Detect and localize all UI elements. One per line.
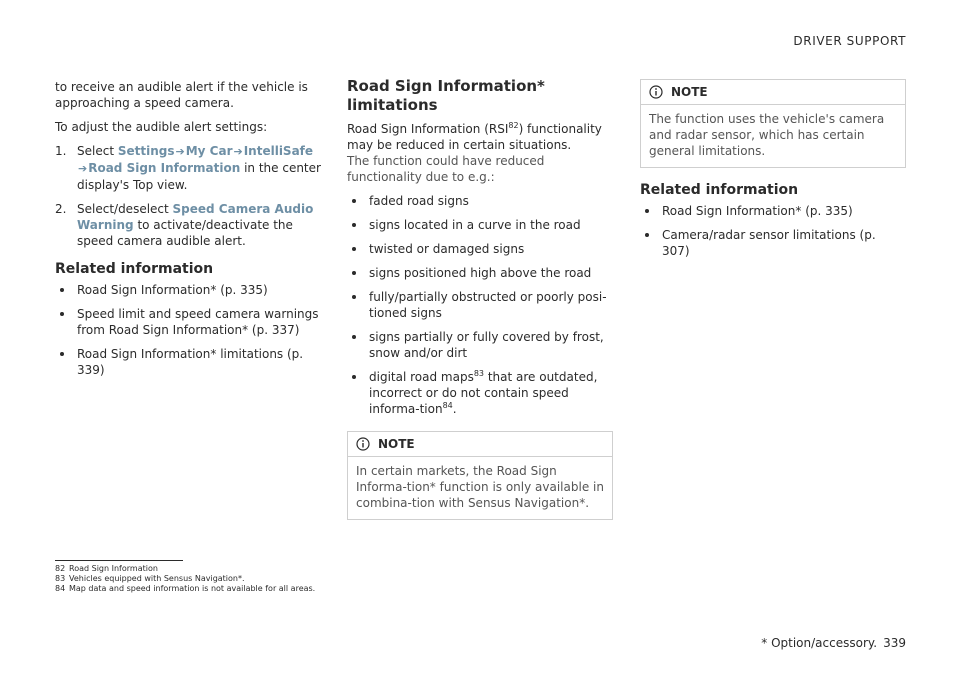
- step-prefix: Select: [77, 144, 118, 158]
- intro-text: The function could have reduced functionality due to e.g.:: [347, 154, 545, 184]
- step-prefix: Select/deselect: [77, 202, 173, 216]
- list-item: [347, 289, 613, 321]
- list-item: [347, 265, 613, 281]
- note-label: NOTE: [378, 437, 415, 451]
- related-link[interactable]: Camera/radar sensor limitations (p. 307): [662, 228, 876, 258]
- related-list: [640, 203, 906, 259]
- list-item-text: signs located in a curve in the road: [369, 218, 581, 232]
- running-header: DRIVER SUPPORT: [793, 34, 906, 48]
- list-item: [347, 217, 613, 233]
- limitations-list: [347, 193, 613, 417]
- subhead-text: Road Sign Information (RSI: [347, 122, 509, 136]
- footnote-text: Map data and speed information is not available for all areas.: [69, 584, 316, 593]
- related-link[interactable]: Road Sign Information* limitations (p. 339): [77, 347, 304, 377]
- menu-intellisafe: IntelliSafe: [243, 144, 314, 158]
- instruction-text: To adjust the audible alert settings:: [55, 120, 268, 134]
- bullet-icon: [640, 227, 662, 259]
- note-box: [347, 431, 613, 520]
- bullet-icon: [640, 203, 662, 219]
- related-link[interactable]: Speed limit and speed camera warnings from Road Sign Information* (p. 337): [77, 307, 319, 337]
- item-text: that are outdated, incorrect or do not contain speed informa-tion: [369, 370, 598, 416]
- section-subheading: [347, 121, 613, 153]
- related-item[interactable]: [55, 346, 323, 378]
- footnote: [55, 574, 315, 584]
- bullet-icon: [347, 241, 369, 257]
- footnotes: [55, 564, 315, 594]
- menu-road-sign-information: Road Sign Information: [88, 161, 241, 175]
- note-header: [641, 80, 905, 105]
- footnote-number: 83: [55, 574, 66, 583]
- bullet-icon: [347, 193, 369, 209]
- list-item: [347, 329, 613, 361]
- note-text: The function uses the vehicle's camera and radar sensor, which has certain general limitations.: [649, 112, 885, 158]
- bullet-icon: [347, 329, 369, 361]
- related-item[interactable]: [640, 227, 906, 259]
- list-item-text: twisted or damaged signs: [369, 242, 525, 256]
- footnote-text: Vehicles equipped with Sensus Navigation*.: [69, 574, 245, 583]
- footnote: [55, 584, 315, 594]
- item-text: .: [452, 402, 457, 416]
- menu-speed-camera-audio-warning: Speed Camera Audio Warning: [77, 202, 314, 232]
- page-number: 339: [883, 636, 906, 650]
- step-2: [55, 201, 323, 249]
- footnote-ref[interactable]: 84: [442, 401, 453, 410]
- list-item-text: fully/partially obstructed or poorly posi-tioned signs: [369, 290, 607, 320]
- bullet-icon: [347, 217, 369, 233]
- list-item: [347, 241, 613, 257]
- bullet-icon: [347, 265, 369, 281]
- info-icon: [649, 85, 663, 99]
- column-left: [55, 79, 323, 386]
- related-list: [55, 282, 323, 378]
- related-link[interactable]: Road Sign Information* (p. 335): [662, 204, 853, 218]
- bullet-icon: [55, 306, 77, 338]
- step-number: 2.: [55, 202, 67, 216]
- footnote-ref[interactable]: 82: [508, 121, 519, 130]
- list-item: [347, 193, 613, 209]
- list-item-text: signs partially or fully covered by frost, snow and/or dirt: [369, 330, 604, 360]
- related-heading: Related information: [55, 261, 214, 277]
- arrow-right-icon: ➔: [233, 145, 243, 158]
- related-link[interactable]: Road Sign Information* (p. 335): [77, 283, 268, 297]
- arrow-right-icon: ➔: [175, 145, 185, 158]
- footnote-ref[interactable]: 83: [473, 369, 485, 378]
- note-label: NOTE: [671, 85, 708, 99]
- bullet-icon: [347, 369, 369, 417]
- step-text: [77, 143, 323, 193]
- note-box: [640, 79, 906, 168]
- note-header: [348, 432, 612, 457]
- related-item[interactable]: [55, 282, 323, 298]
- note-text: In certain markets, the Road Sign Informa-tion* function is only available in combina-tion with Sensus Navigation*.: [356, 464, 604, 510]
- related-item[interactable]: [55, 306, 323, 338]
- step-number: 1.: [55, 144, 67, 158]
- list-item: [347, 369, 613, 417]
- footnote-text: Road Sign Information: [69, 564, 158, 573]
- list-item-text: signs positioned high above the road: [369, 266, 592, 280]
- related-heading: Related information: [640, 182, 799, 198]
- step-suffix: in the center display's Top view.: [77, 161, 321, 192]
- footnote-number: 82: [55, 564, 66, 573]
- list-item-text: [369, 369, 613, 417]
- bullet-icon: [347, 289, 369, 321]
- step-suffix: to activate/deactivate the speed camera audible alert.: [77, 218, 293, 248]
- step-1: [55, 143, 323, 193]
- intro-text: to receive an audible alert if the vehicle is approaching a speed camera.: [55, 80, 308, 110]
- footnote: [55, 564, 315, 574]
- info-icon: [356, 437, 370, 451]
- menu-my-car: My Car: [185, 144, 233, 158]
- footnote-number: 84: [55, 584, 66, 593]
- list-item-text: faded road signs: [369, 194, 469, 208]
- menu-settings: Settings: [117, 144, 175, 158]
- footnote-divider: [55, 560, 183, 561]
- page-footer: [761, 635, 906, 651]
- step-text: [77, 201, 323, 249]
- related-item[interactable]: [640, 203, 906, 219]
- option-note: * Option/accessory.: [761, 636, 878, 650]
- item-text: digital road maps: [369, 370, 474, 384]
- subhead-text: ) functionality may be reduced in certain situations.: [347, 122, 602, 152]
- bullet-icon: [55, 282, 77, 298]
- arrow-right-icon: ➔: [78, 162, 88, 175]
- section-title: Road Sign Information* limitations: [347, 77, 545, 114]
- column-right: [640, 79, 906, 267]
- bullet-icon: [55, 346, 77, 378]
- column-middle: [347, 77, 613, 520]
